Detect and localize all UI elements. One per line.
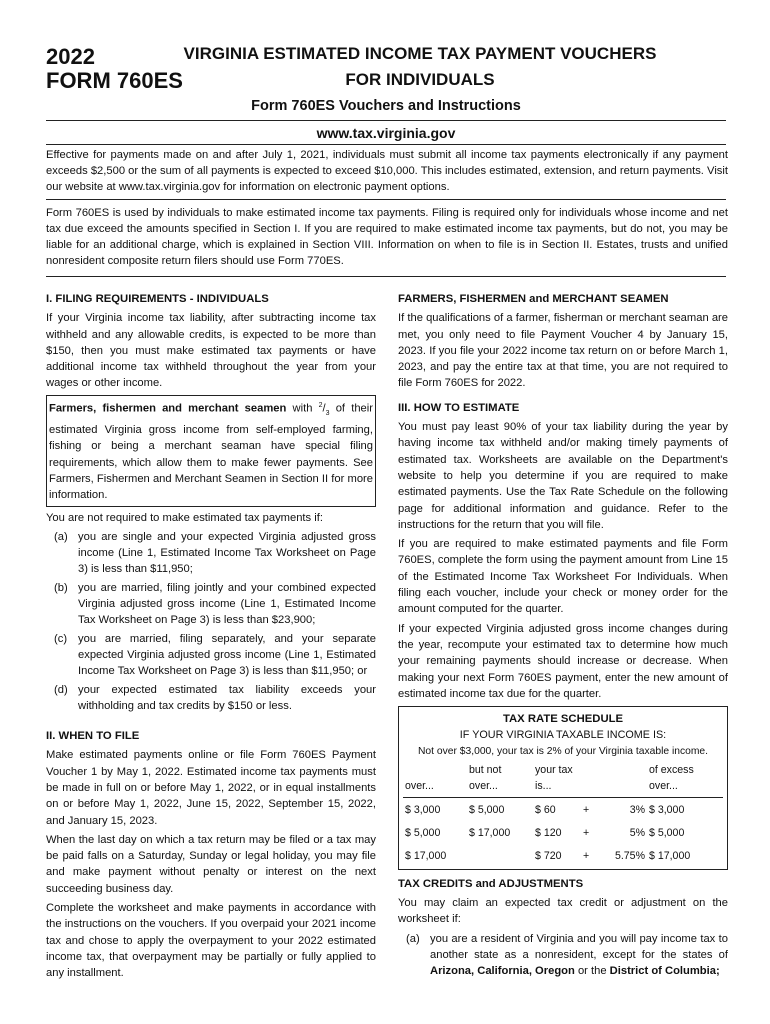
intro-bottom-divider — [46, 276, 726, 277]
list-item-label: (c) — [54, 632, 68, 645]
cell-tax: $ 120 — [535, 826, 562, 839]
rate-table-header — [403, 760, 723, 797]
cell-tax: $ 720 — [535, 849, 562, 862]
section-3-paragraph-3: If your expected Virginia adjusted gross income changes during the year, recompute your estimated tax to determine how much your remaining payments should increase or decrease. When making your next Form 760ES payment, enter the new amount of estimated income tax due for the quarter. — [398, 622, 728, 700]
cell-plus: + — [583, 849, 590, 862]
document-title-line2: FOR INDIVIDUALS — [345, 70, 495, 89]
url-divider — [46, 144, 726, 145]
list-item — [46, 682, 376, 715]
list-item-label: (a) — [406, 932, 420, 945]
right-column — [398, 291, 728, 981]
cell-over: $ 17,000 — [405, 849, 447, 862]
table-row — [403, 844, 723, 867]
intro-divider — [46, 199, 726, 200]
section-3-paragraph-2: If you are required to make estimated payments and file Form 760ES, complete the form using the payment amount from Line 15 of the Estimated Income Tax Worksheet For Individuals. When filing each voucher, include your check or money order for the amount computed for the quarter. — [398, 538, 728, 616]
list-item-text: you are married, filing jointly and your combined expected Virginia adjusted gross income (Line 1, Estimated Income Tax Worksheet on Page 3) is less than $23,900; — [78, 581, 376, 627]
website-link[interactable]: www.tax.virginia.gov — [316, 125, 456, 141]
cell-rate: 3% — [629, 803, 645, 816]
credits-item-states: Arizona, California, Oregon — [430, 965, 575, 978]
list-item — [46, 631, 376, 680]
cell-excess: $ 17,000 — [649, 849, 691, 862]
header-divider — [46, 120, 726, 121]
list-item-label: (d) — [54, 683, 68, 696]
rate-schedule-subtitle: IF YOUR VIRGINIA TAXABLE INCOME IS: — [459, 729, 667, 742]
list-item-text: your expected estimated tax liability exceeds your withholding and tax credits by $150 or less. — [78, 683, 376, 712]
col-header-over: over... — [405, 780, 434, 793]
rate-schedule-title: TAX RATE SCHEDULE — [502, 713, 624, 726]
not-required-intro: You are not required to make estimated tax payments if: — [46, 511, 323, 524]
farmers-heading: FARMERS, FISHERMEN and MERCHANT SEAMEN — [398, 293, 669, 305]
cell-excess: $ 3,000 — [649, 803, 685, 816]
intro-form-usage: Form 760ES is used by individuals to make estimated income tax payments. Filing is required only for individuals whose income and net tax due exceed the amounts specified in Section I. If you are required to make estimated income tax payments, but do not, you may be liable for an additional charge, which is explained in Section VIII. Information on when to file is in Section II. Estates, trusts and unified nonresident composite return filers should use Form 770ES. — [46, 207, 728, 267]
list-item-label: (a) — [54, 530, 68, 543]
section-2-heading: II. WHEN TO FILE — [46, 730, 140, 743]
cell-but-not — [467, 844, 533, 867]
cell-but-not: $ 5,000 — [469, 803, 505, 816]
section-3-heading: III. HOW TO ESTIMATE — [398, 401, 520, 414]
cell-over: $ 5,000 — [405, 826, 441, 839]
credits-heading: TAX CREDITS and ADJUSTMENTS — [398, 877, 584, 890]
farmers-note-text: of their estimated Virginia gross income from self-employed farming, fishing or being a merchant seaman have special filing requirements, which allow them to make fewer payments. See Farmers, Fishermen and Merchant Seamen in Section II for more information. — [49, 402, 373, 502]
list-item-label: (b) — [54, 581, 68, 594]
list-item-text: you are married, filing separately, and your separate expected Virginia adjusted gross income (Line 1, Estimated Income Tax Worksheet on Page 3) is less than $11,950; or — [78, 632, 376, 678]
cell-plus: + — [583, 803, 590, 816]
credits-item-text: you are a resident of Virginia and you will pay income tax to another state as a nonresident, except for the states of — [430, 932, 728, 961]
section-2-paragraph-3: Complete the worksheet and make payments in accordance with the instructions on the vouchers. If you overpaid your 2021 income tax and chose to apply the overpayment to your 2022 estimated income tax, that overpayment may be partially or fully applied to any installment. — [46, 902, 376, 980]
intro-electronic-payment: Effective for payments made on and after July 1, 2021, individuals must submit all income tax payments electronically if any payment exceeds $2,500 or the sum of all payments is expected to exceed $10,000. This includes estimated, extension, and return payments. Visit our website at www.tax.virginia.gov for information on electronic payment options. — [46, 149, 728, 193]
cell-plus: + — [583, 826, 590, 839]
credits-item-or: or the — [574, 965, 610, 978]
rate-schedule-note: Not over $3,000, your tax is 2% of your Virginia taxable income. — [418, 745, 708, 757]
credits-paragraph: You may claim an expected tax credit or adjustment on the worksheet if: — [398, 896, 728, 926]
farmers-note-box: Farmers, fishermen and merchant seamen with $^2/_3$ of their estimated Virginia gross income from self-employed farming, fishing or being a merchant seaman have special filing requirements, which allow them to make fewer payments. See Farmers, Fishermen and Merchant Seamen in Section II for more information. — [46, 395, 376, 507]
fraction-denominator: 3 — [325, 409, 330, 417]
table-row — [403, 821, 723, 844]
section-1-heading: I. FILING REQUIREMENTS - INDIVIDUALS — [46, 293, 269, 305]
list-item-text — [430, 931, 728, 980]
cell-rate: 5% — [629, 826, 645, 839]
cell-excess: $ 5,000 — [649, 826, 685, 839]
farmers-paragraph: If the qualifications of a farmer, fisherman or merchant seaman are met, you only need to file Payment Voucher 4 by January 15, 2023. If you file your 2022 income tax return on or before March 1, 2023, and pay the entire tax at that time, you are not required to file Form 760ES for 2022. — [398, 312, 728, 390]
form-year: 2022 — [46, 44, 95, 69]
section-3-paragraph-1: You must pay least 90% of your tax liability during the year by having income tax withheld and/or making timely payments of estimated tax. Worksheets are available on the Department's website to help you determine if you are required to make estimated payments. Use the Tax Rate Schedule on the following page for additional information and guidance. Refer to the instructions for the return that you will file. — [398, 421, 728, 531]
list-item — [398, 931, 728, 980]
credits-item-dc: District of Columbia; — [609, 965, 720, 978]
cell-rate: 5.75% — [614, 849, 645, 862]
list-item — [46, 529, 376, 578]
cell-but-not: $ 17,000 — [469, 826, 511, 839]
col-header-your-tax: your tax is... — [535, 764, 573, 793]
list-item — [46, 580, 376, 629]
document-subtitle: Form 760ES Vouchers and Instructions — [251, 98, 521, 114]
tax-rate-schedule — [398, 706, 728, 869]
fraction-numerator: 2 — [318, 401, 323, 409]
form-number: FORM 760ES — [46, 68, 183, 93]
rate-table — [403, 760, 723, 867]
col-header-but-not: but not over... — [469, 764, 502, 793]
left-column — [46, 291, 376, 985]
section-2-paragraph-1: Make estimated payments online or file Form 760ES Payment Voucher 1 by May 1, 2022. Estimated income tax payments must be made in full on or before May 1, 2022, or in equal installments on or before May 1, 2022, June 15, 2022, September 15, 2022, and January 15, 2023. — [46, 749, 376, 827]
table-row — [403, 797, 723, 821]
document-title-line1: VIRGINIA ESTIMATED INCOME TAX PAYMENT VOUCHERS — [183, 44, 657, 63]
list-item-text: you are single and your expected Virginia adjusted gross income (Line 1, Estimated Income Tax Worksheet on Page 3) is less than $11,950; — [78, 530, 376, 576]
farmers-note-bold: Farmers, fishermen and merchant seamen — [49, 402, 287, 415]
section-1-paragraph: If your Virginia income tax liability, after subtracting income tax withheld and any allowable credits, is expected to be more than $150, then you must make estimated tax payments or have additional income tax withheld throughout the year from your wages or other income. — [46, 312, 376, 390]
section-2-paragraph-2: When the last day on which a tax return may be filed or a tax may be paid falls on a Saturday, Sunday or legal holiday, you may file and make payment without penalty or interest on the next succeeding business day. — [46, 833, 376, 895]
cell-tax: $ 60 — [535, 803, 556, 816]
farmers-note-with: with — [286, 402, 319, 415]
cell-over: $ 3,000 — [405, 803, 441, 816]
col-header-excess: of excess over... — [649, 764, 694, 793]
